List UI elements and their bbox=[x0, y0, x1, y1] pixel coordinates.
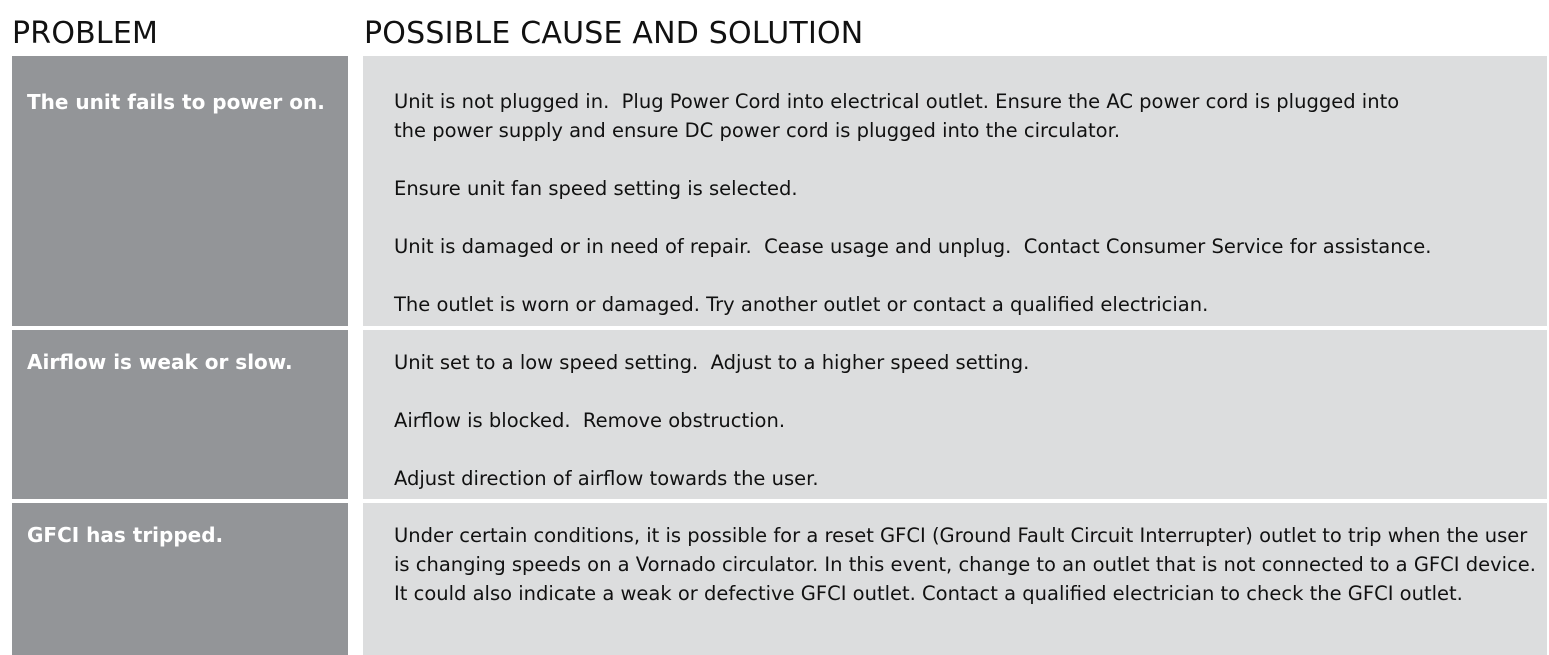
solution-text: The outlet is worn or damaged. Try another outlet or contact a qualified electrician. bbox=[394, 293, 1209, 316]
table-row bbox=[0, 503, 1549, 655]
solution-cell bbox=[363, 56, 1547, 326]
solution-text: Airflow is blocked. Remove obstruction. bbox=[394, 409, 786, 432]
cause-solution-column-header: POSSIBLE CAUSE AND SOLUTION bbox=[364, 16, 864, 51]
solution-cell bbox=[363, 503, 1547, 655]
solution-text: Adjust direction of airflow towards the user. bbox=[394, 467, 819, 490]
problem-column-header: PROBLEM bbox=[12, 16, 159, 51]
table-row bbox=[0, 330, 1549, 499]
problem-cell: Airflow is weak or slow. bbox=[12, 330, 348, 499]
solution-cell bbox=[363, 330, 1547, 499]
solution-text: Under certain conditions, it is possible for a reset GFCI (Ground Fault Circuit Interrupter) outlet to trip when the user is changing speeds on a Vornado circulator. In this event, change to an outlet that is not connected to a GFCI device. It could also indicate a weak or defective GFCI outlet. Contact a qualified electrician to check the GFCI outlet. bbox=[394, 524, 1536, 605]
solution-text: Ensure unit fan speed setting is selected. bbox=[394, 177, 798, 200]
problem-cell: GFCI has tripped. bbox=[12, 503, 348, 655]
solution-text: Unit is damaged or in need of repair. Cease usage and unplug. Contact Consumer Service for assistance. bbox=[394, 235, 1432, 258]
table-row bbox=[0, 56, 1549, 326]
problem-cell: The unit fails to power on. bbox=[12, 56, 348, 326]
solution-text: Unit is not plugged in. Plug Power Cord into electrical outlet. Ensure the AC power cord is plugged into the power supply and ensure DC power cord is plugged into the circulator. bbox=[394, 90, 1400, 142]
solution-text: Unit set to a low speed setting. Adjust to a higher speed setting. bbox=[394, 351, 1030, 374]
